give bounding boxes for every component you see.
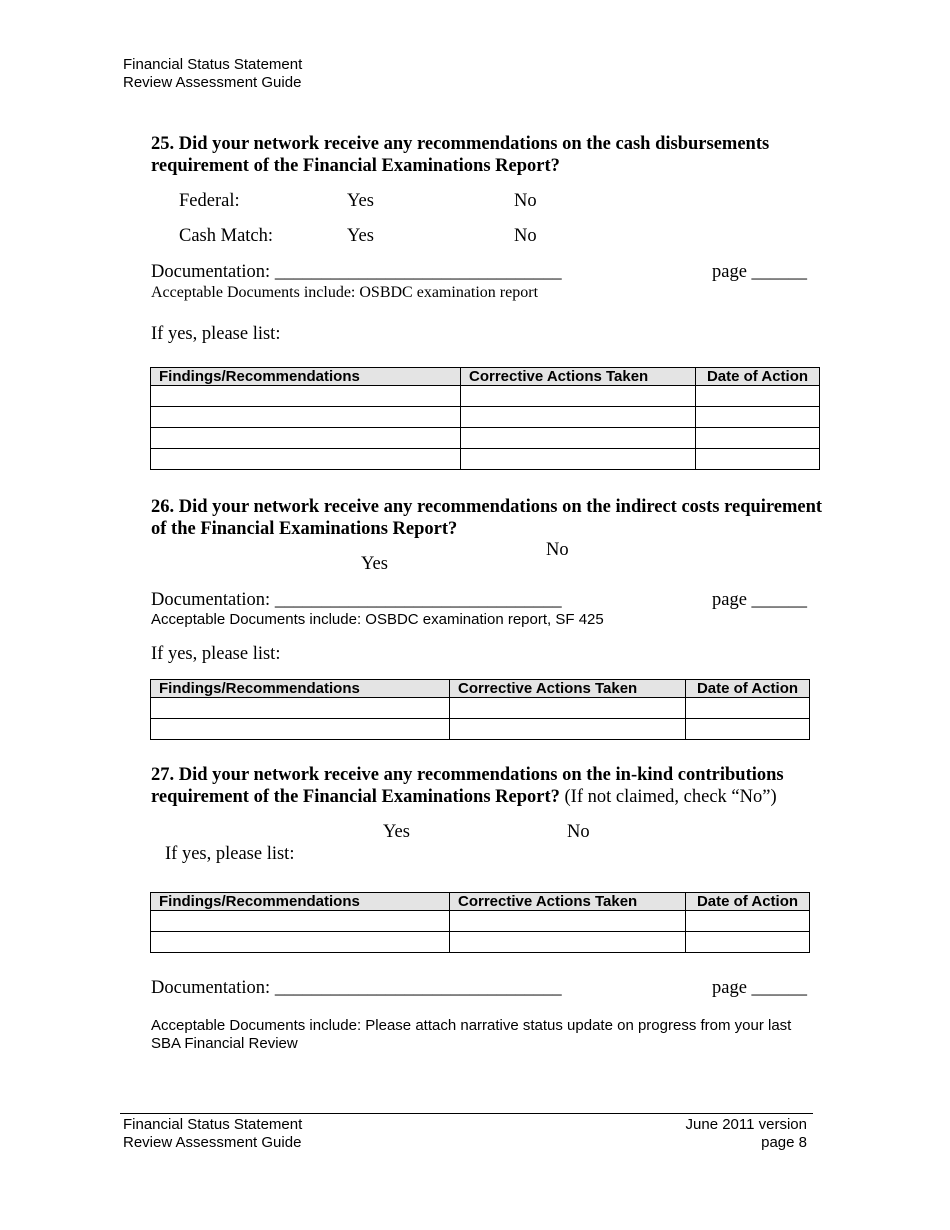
findings-cell[interactable] bbox=[151, 428, 461, 449]
question-27-note: (If not claimed, check “No”) bbox=[564, 787, 777, 807]
footer-left bbox=[123, 1116, 302, 1152]
header-title bbox=[123, 56, 302, 92]
q26-acceptable-documents: Acceptable Documents include: OSBDC examination report, SF 425 bbox=[151, 611, 604, 628]
findings-cell[interactable] bbox=[151, 386, 461, 407]
corrective-actions-cell[interactable] bbox=[450, 911, 686, 932]
table-header-row bbox=[151, 368, 820, 386]
table-row bbox=[151, 407, 820, 428]
corrective-actions-header: Corrective Actions Taken bbox=[461, 368, 696, 386]
q25-documentation-label: Documentation: bbox=[151, 262, 275, 282]
q27-page-field[interactable]: page ______ bbox=[712, 978, 808, 998]
question-27-text: 27. Did your network receive any recommendations on the in-kind contributions requirement of the Financial Examinations Report? bbox=[151, 765, 784, 807]
q26-findings-table bbox=[150, 679, 810, 740]
q26-yes[interactable]: Yes bbox=[361, 554, 388, 574]
q25-federal-yes[interactable]: Yes bbox=[347, 191, 374, 211]
q25-documentation[interactable] bbox=[151, 261, 562, 283]
q26-documentation[interactable] bbox=[151, 589, 562, 611]
header-line-2: Review Assessment Guide bbox=[123, 74, 302, 91]
table-row bbox=[151, 698, 810, 719]
q25-cash-match-no[interactable]: No bbox=[514, 226, 537, 246]
q27-yes[interactable]: Yes bbox=[383, 822, 410, 842]
q26-documentation-line[interactable]: _______________________________ bbox=[274, 590, 562, 610]
corrective-actions-header: Corrective Actions Taken bbox=[450, 680, 686, 698]
q26-if-yes: If yes, please list: bbox=[151, 644, 281, 664]
findings-cell[interactable] bbox=[151, 449, 461, 470]
corrective-actions-cell[interactable] bbox=[461, 407, 696, 428]
table-header-row bbox=[151, 893, 810, 911]
question-26: 26. Did your network receive any recommendations on the indirect costs requirement of the Financial Examinations Report? bbox=[151, 497, 823, 539]
footer-version: June 2011 version bbox=[685, 1116, 807, 1133]
q27-findings-table bbox=[150, 892, 810, 953]
q25-findings-table bbox=[150, 367, 820, 470]
footer-left-line-1: Financial Status Statement bbox=[123, 1116, 303, 1133]
q25-documentation-line[interactable]: _______________________________ bbox=[274, 262, 562, 282]
q26-page-field[interactable]: page ______ bbox=[712, 590, 808, 610]
date-of-action-cell[interactable] bbox=[696, 428, 820, 449]
corrective-actions-cell[interactable] bbox=[461, 428, 696, 449]
findings-cell[interactable] bbox=[151, 407, 461, 428]
date-of-action-cell[interactable] bbox=[686, 932, 810, 953]
date-of-action-cell[interactable] bbox=[696, 407, 820, 428]
header-line-1: Financial Status Statement bbox=[123, 56, 303, 73]
footer-right bbox=[600, 1116, 807, 1152]
table-row bbox=[151, 911, 810, 932]
corrective-actions-cell[interactable] bbox=[450, 932, 686, 953]
corrective-actions-header: Corrective Actions Taken bbox=[450, 893, 686, 911]
corrective-actions-cell[interactable] bbox=[450, 698, 686, 719]
findings-cell[interactable] bbox=[151, 719, 450, 740]
q27-no[interactable]: No bbox=[567, 822, 590, 842]
q25-federal-label: Federal: bbox=[179, 191, 240, 211]
q25-federal-no[interactable]: No bbox=[514, 191, 537, 211]
date-of-action-header: Date of Action bbox=[696, 368, 820, 386]
findings-cell[interactable] bbox=[151, 932, 450, 953]
findings-header: Findings/Recommendations bbox=[151, 680, 450, 698]
q26-no[interactable]: No bbox=[546, 540, 569, 560]
corrective-actions-cell[interactable] bbox=[461, 386, 696, 407]
q25-cash-match-yes[interactable]: Yes bbox=[347, 226, 374, 246]
date-of-action-cell[interactable] bbox=[686, 719, 810, 740]
date-of-action-cell[interactable] bbox=[686, 911, 810, 932]
date-of-action-header: Date of Action bbox=[686, 680, 810, 698]
q25-page-field[interactable]: page ______ bbox=[712, 262, 808, 282]
corrective-actions-cell[interactable] bbox=[461, 449, 696, 470]
findings-cell[interactable] bbox=[151, 911, 450, 932]
table-row bbox=[151, 932, 810, 953]
q27-documentation-line[interactable]: _______________________________ bbox=[274, 978, 562, 998]
date-of-action-cell[interactable] bbox=[686, 698, 810, 719]
findings-header: Findings/Recommendations bbox=[151, 893, 450, 911]
table-row bbox=[151, 719, 810, 740]
q27-if-yes: If yes, please list: bbox=[165, 844, 295, 864]
table-row bbox=[151, 428, 820, 449]
q26-documentation-label: Documentation: bbox=[151, 590, 275, 610]
footer-divider bbox=[120, 1113, 813, 1114]
table-row bbox=[151, 449, 820, 470]
findings-header: Findings/Recommendations bbox=[151, 368, 461, 386]
footer-page-number: page 8 bbox=[761, 1134, 807, 1151]
q27-documentation-label: Documentation: bbox=[151, 978, 275, 998]
corrective-actions-cell[interactable] bbox=[450, 719, 686, 740]
date-of-action-header: Date of Action bbox=[686, 893, 810, 911]
q27-acceptable-documents: Acceptable Documents include: Please attach narrative status update on progress from your last SBA Financial Review bbox=[151, 1017, 792, 1052]
footer-left-line-2: Review Assessment Guide bbox=[123, 1134, 302, 1151]
date-of-action-cell[interactable] bbox=[696, 449, 820, 470]
q27-documentation[interactable] bbox=[151, 977, 562, 999]
question-27 bbox=[151, 764, 851, 808]
table-row bbox=[151, 386, 820, 407]
q25-acceptable-documents: Acceptable Documents include: OSBDC examination report bbox=[151, 284, 539, 301]
q25-if-yes: If yes, please list: bbox=[151, 324, 281, 344]
findings-cell[interactable] bbox=[151, 698, 450, 719]
date-of-action-cell[interactable] bbox=[696, 386, 820, 407]
q25-cash-match-label: Cash Match: bbox=[179, 226, 274, 246]
table-header-row bbox=[151, 680, 810, 698]
question-25: 25. Did your network receive any recommendations on the cash disbursements requirement of the Financial Examinations Report? bbox=[151, 134, 770, 176]
